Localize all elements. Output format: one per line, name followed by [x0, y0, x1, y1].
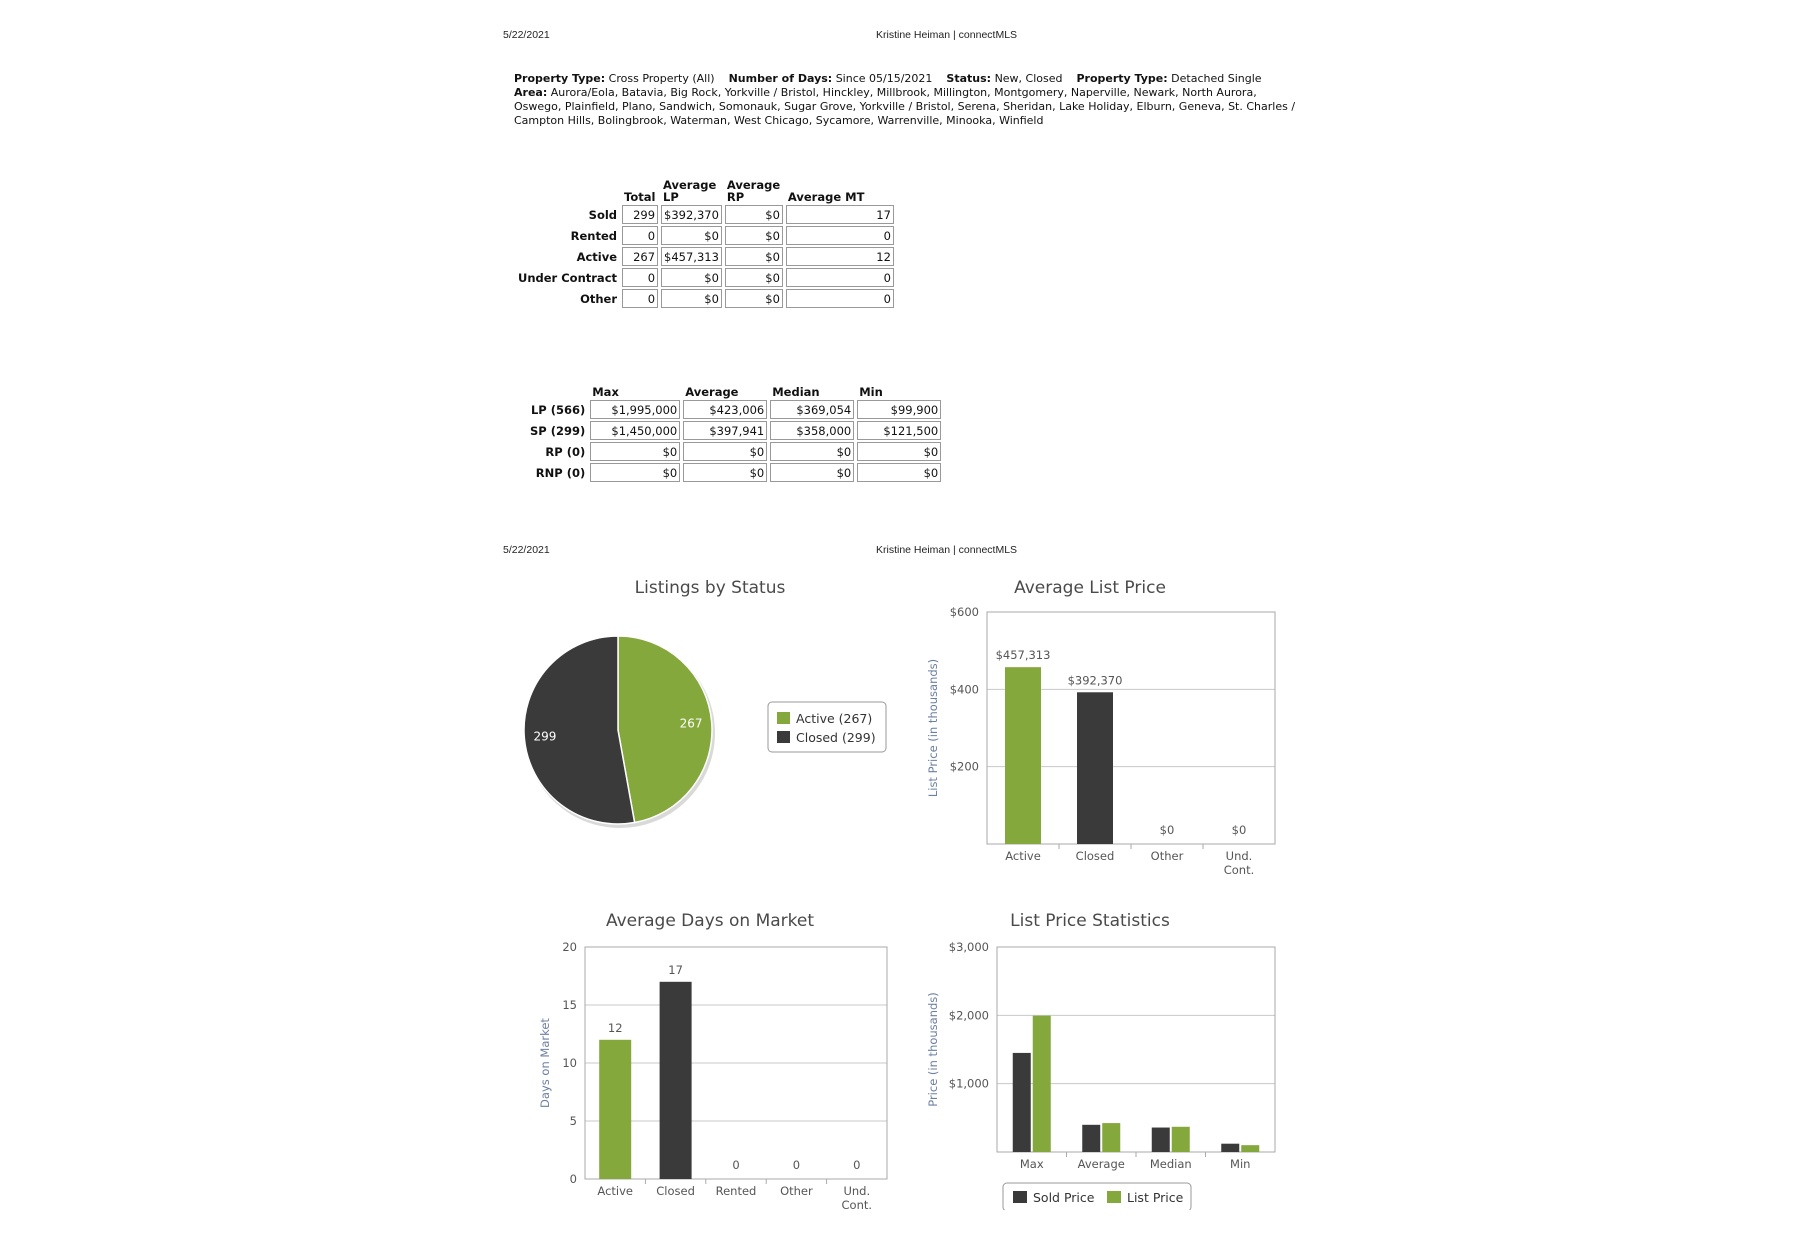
bar-list-price-max — [1033, 1016, 1051, 1152]
row-label: Rented — [570, 228, 618, 243]
y-axis-label: Price (in thousands) — [926, 992, 940, 1107]
table-cell: $0 — [590, 463, 680, 482]
data-label: 12 — [607, 1020, 623, 1035]
y-tick-label: $3,000 — [948, 940, 989, 954]
legend-swatch-active — [777, 712, 790, 724]
table-cell: 267 — [622, 247, 658, 266]
data-label: 0 — [853, 1158, 861, 1172]
x-tick-label: Other — [780, 1184, 813, 1198]
days-on-market-chart — [515, 935, 900, 1210]
bar-list-price-median — [1172, 1127, 1190, 1152]
table-cell: $0 — [725, 205, 783, 224]
status-value: New, Closed — [994, 72, 1063, 85]
table-cell: $0 — [725, 226, 783, 245]
page1-date: 5/22/2021 — [503, 29, 550, 41]
legend-label-active: Active (267) — [796, 711, 873, 726]
table-cell: $397,941 — [683, 421, 767, 440]
table-cell: $0 — [725, 289, 783, 308]
table-cell: $392,370 — [661, 205, 722, 224]
row-label: Sold — [588, 207, 618, 222]
table-row — [529, 421, 941, 440]
x-tick-label: Active — [1005, 849, 1041, 863]
summary-table — [514, 177, 897, 310]
table-cell: $0 — [770, 442, 854, 461]
summary-header: Average RP — [726, 178, 781, 204]
days-label: Number of Days: — [728, 72, 833, 85]
x-tick-label: Other — [1150, 849, 1184, 863]
bar-closed — [660, 982, 692, 1179]
table-cell: $423,006 — [683, 400, 767, 419]
y-tick-label: 0 — [569, 1172, 577, 1186]
table-cell: 17 — [786, 205, 894, 224]
y-tick-label: $200 — [949, 759, 979, 774]
legend-swatch-closed — [777, 731, 790, 743]
search-criteria — [514, 72, 1296, 128]
x-tick-label: Max — [1019, 1157, 1044, 1171]
y-tick-label: 20 — [562, 940, 577, 954]
table-cell: $457,313 — [661, 247, 722, 266]
table-cell: $1,995,000 — [590, 400, 680, 419]
x-tick-label: Median — [1149, 1157, 1192, 1171]
data-label: $0 — [1231, 823, 1247, 837]
table-cell: $0 — [683, 442, 767, 461]
table-row — [517, 205, 894, 224]
price-header: Min — [859, 385, 883, 399]
bar-sold-price-average — [1082, 1125, 1100, 1152]
y-tick-label: $2,000 — [948, 1008, 989, 1023]
table-cell: $0 — [661, 226, 722, 245]
x-tick-label: Min — [1230, 1157, 1251, 1171]
table-cell: $121,500 — [857, 421, 941, 440]
bar-closed — [1077, 692, 1113, 844]
data-label: 17 — [668, 962, 683, 977]
bar-sold-price-median — [1152, 1128, 1170, 1152]
x-tick-label: Und. Cont. — [1223, 849, 1255, 877]
price-table — [526, 384, 944, 484]
y-axis-label: List Price (in thousands) — [926, 658, 940, 798]
table-cell: $1,450,000 — [590, 421, 680, 440]
legend-swatch-sold-price — [1013, 1191, 1027, 1203]
summary-header-row — [517, 179, 894, 203]
x-tick-label: Average — [1077, 1157, 1125, 1171]
pie-slice-label: 299 — [533, 729, 557, 744]
price-header-row — [529, 386, 941, 398]
price-header: Max — [592, 385, 619, 399]
x-tick-label: Rented — [715, 1184, 757, 1198]
area-value: Aurora/Eola, Batavia, Big Rock, Yorkville / Bristol, Hinckley, Millbrook, Millington, Montgomery, Naperville, Newark, North Aurora, Oswego, Plainfield, Plano, Sandwich, Somonauk, Sugar Grove, Yorkville / Bristol, Serena, Sheridan, Lake Holiday, Elburn, Geneva, St. Charles / Campton Hills, Bolingbrook, Waterman, West Chicago, Sycamore, Warrenville, Minooka, Winfield — [514, 86, 1296, 127]
y-tick-label: $400 — [949, 682, 979, 697]
table-cell: 0 — [622, 289, 658, 308]
summary-header: Total — [624, 190, 656, 204]
table-cell: $0 — [590, 442, 680, 461]
table-row — [529, 463, 941, 482]
chart-title-list-price-stats: List Price Statistics — [1010, 911, 1170, 931]
table-row — [517, 226, 894, 245]
bar-sold-price-min — [1221, 1144, 1239, 1152]
y-tick-label: $1,000 — [948, 1076, 989, 1091]
data-label: 0 — [792, 1158, 801, 1172]
table-cell: 0 — [786, 289, 894, 308]
y-tick-label: 10 — [562, 1056, 577, 1070]
data-label: 0 — [732, 1158, 740, 1172]
row-label: Under Contract — [518, 270, 618, 285]
bar-list-price-average — [1102, 1123, 1120, 1152]
table-cell: $0 — [661, 289, 722, 308]
y-tick-label: 15 — [562, 998, 577, 1012]
chart-title-listings: Listings by Status — [634, 578, 786, 598]
legend-label-sold-price: Sold Price — [1033, 1190, 1095, 1205]
row-label: RP (0) — [545, 444, 586, 459]
page1-author: Kristine Heiman | connectMLS — [876, 29, 1018, 41]
x-tick-label: Und. Cont. — [841, 1184, 873, 1210]
y-tick-label: 5 — [569, 1114, 577, 1128]
table-cell: 0 — [622, 268, 658, 287]
row-label: LP (566) — [530, 402, 586, 417]
x-tick-label: Active — [597, 1184, 633, 1198]
price-header: Average — [685, 385, 739, 399]
table-cell: $0 — [857, 442, 941, 461]
listings-pie-chart — [500, 610, 900, 840]
table-cell: 0 — [622, 226, 658, 245]
data-label: $392,370 — [1067, 673, 1123, 688]
area-label: Area: — [514, 86, 548, 99]
y-axis-label: Days on Market — [538, 1018, 552, 1108]
property-type-value: Cross Property (All) — [608, 72, 715, 85]
pie-slice-label: 267 — [679, 716, 703, 731]
row-label: SP (299) — [530, 423, 586, 438]
legend-label-closed: Closed (299) — [796, 730, 876, 745]
row-label: Active — [576, 249, 618, 264]
data-label: $0 — [1159, 823, 1175, 837]
bar-active — [599, 1040, 631, 1179]
legend-swatch-list-price — [1107, 1191, 1121, 1203]
table-cell: 12 — [786, 247, 894, 266]
row-label: RNP (0) — [535, 465, 586, 480]
bar-sold-price-max — [1013, 1053, 1031, 1152]
days-value: Since 05/15/2021 — [835, 72, 933, 85]
property-type-label: Property Type: — [514, 72, 606, 85]
avg-list-price-chart — [915, 600, 1285, 885]
table-cell: $0 — [725, 268, 783, 287]
chart-title-days-on-market: Average Days on Market — [605, 911, 815, 931]
summary-header: Average MT — [787, 190, 865, 204]
table-cell: $0 — [770, 463, 854, 482]
table-cell: 0 — [786, 268, 894, 287]
list-price-stats-chart — [915, 935, 1285, 1210]
table-cell: $0 — [725, 247, 783, 266]
bar-list-price-min — [1241, 1145, 1259, 1152]
table-row — [517, 268, 894, 287]
table-cell: 0 — [786, 226, 894, 245]
property-type2-value: Detached Single — [1171, 72, 1262, 85]
property-type2-label: Property Type: — [1076, 72, 1168, 85]
table-cell: $0 — [857, 463, 941, 482]
y-tick-label: $600 — [949, 605, 979, 619]
table-cell: $0 — [661, 268, 722, 287]
chart-title-avg-list-price: Average List Price — [1014, 578, 1166, 598]
table-cell: $99,900 — [857, 400, 941, 419]
bar-active — [1005, 667, 1041, 844]
x-tick-label: Closed — [1075, 849, 1115, 863]
data-label: $457,313 — [995, 648, 1051, 663]
legend-label-list-price: List Price — [1127, 1190, 1184, 1205]
price-header: Median — [772, 385, 820, 399]
table-cell: $369,054 — [770, 400, 854, 419]
table-row — [517, 289, 894, 308]
table-row — [529, 400, 941, 419]
table-cell: $0 — [683, 463, 767, 482]
page2-date: 5/22/2021 — [503, 544, 550, 556]
table-row — [529, 442, 941, 461]
table-cell: $358,000 — [770, 421, 854, 440]
x-tick-label: Closed — [656, 1184, 695, 1198]
page2-author: Kristine Heiman | connectMLS — [876, 544, 1018, 556]
status-label: Status: — [946, 72, 992, 85]
row-label: Other — [580, 291, 618, 306]
table-cell: 299 — [622, 205, 658, 224]
summary-header: Average LP — [663, 178, 717, 204]
table-row — [517, 247, 894, 266]
